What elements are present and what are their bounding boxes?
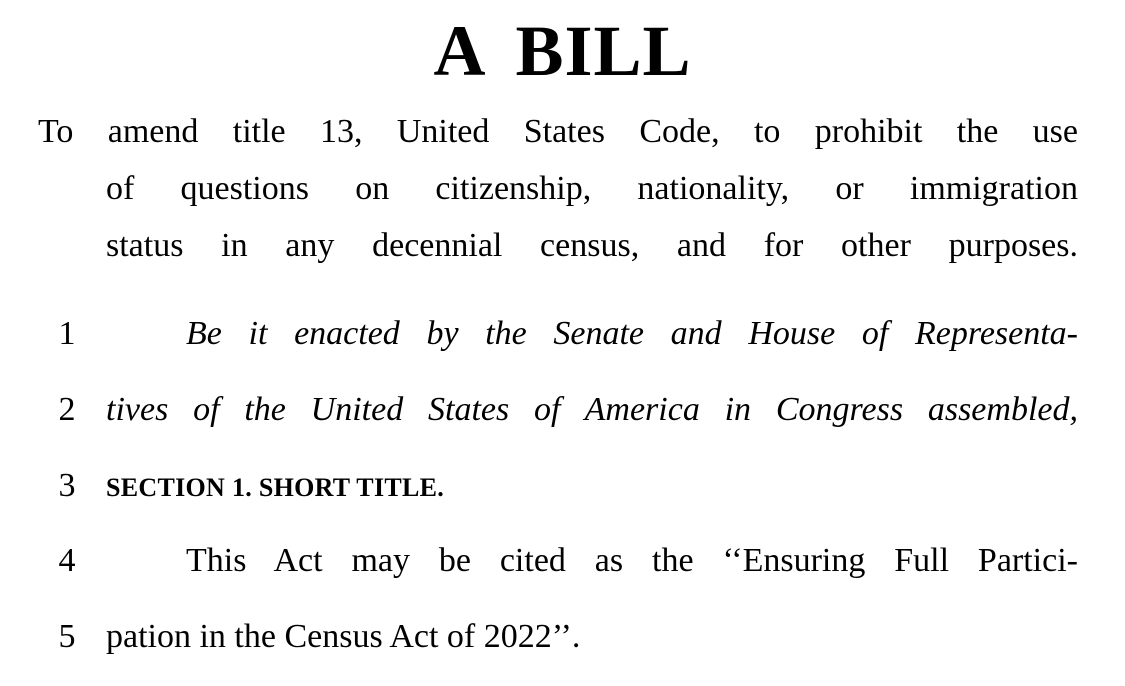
- line-number: 3: [58, 467, 76, 504]
- short-title-line-1: This Act may be cited as the ‘‘Ensuring Full Partici-: [186, 542, 1078, 579]
- line-number: 4: [58, 542, 76, 579]
- enacting-clause-line-1: Be it enacted by the Senate and House of Representa-: [186, 315, 1078, 352]
- enacting-clause-line-2: tives of the United States of America in Congress assembled,: [106, 391, 1078, 428]
- line-number: 1: [58, 315, 76, 352]
- line-number: 2: [58, 391, 76, 428]
- section-heading: SECTION 1. SHORT TITLE.: [106, 473, 445, 502]
- purpose-line-2: of questions on citizenship, nationality, or immigration: [106, 170, 1078, 207]
- purpose-line-1: To amend title 13, United States Code, to prohibit the use: [38, 113, 1078, 150]
- purpose-line-3: status in any decennial census, and for other purposes.: [106, 227, 1078, 264]
- bill-title: A BILL: [433, 11, 692, 91]
- line-number: 5: [58, 618, 76, 655]
- short-title-line-2: pation in the Census Act of 2022’’.: [106, 618, 581, 655]
